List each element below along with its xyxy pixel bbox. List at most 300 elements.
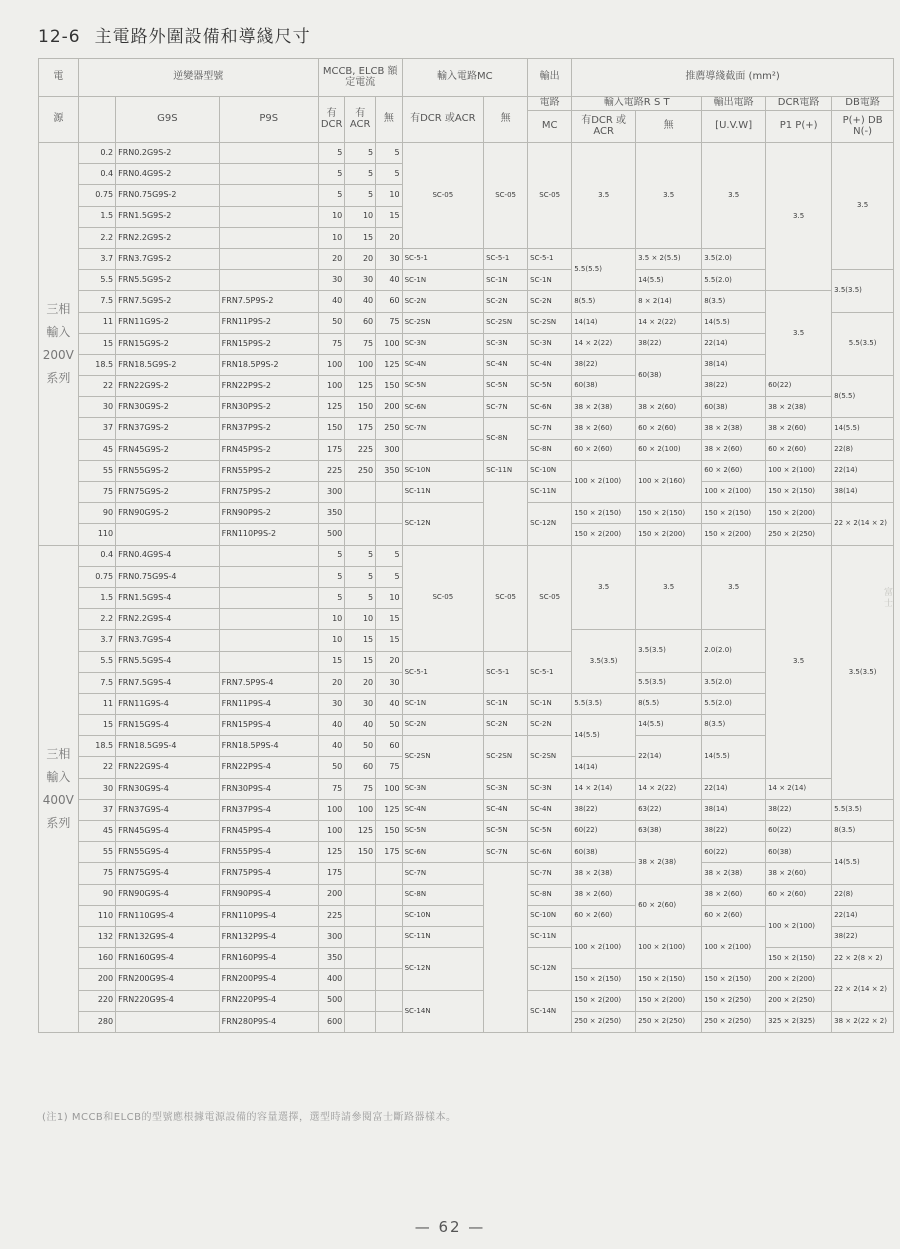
rst-none-wire-cell: 8(5.5) [636, 693, 702, 714]
input-mc-cell: SC-05 [402, 143, 484, 249]
mccb-none-cell: 175 [376, 842, 402, 863]
mccb-acr-cell: 150 [345, 397, 376, 418]
mccb-dcr-cell: 5 [318, 545, 344, 566]
input-mc-none-cell: SC-11N [484, 460, 528, 481]
g9s-model-cell [116, 524, 220, 545]
series-200-body [39, 143, 894, 546]
mc-dcr-header: 有DCR 或ACR [402, 97, 484, 143]
capacity-cell: 1.5 [78, 587, 115, 608]
dcr-wire-cell: 60(38) [766, 842, 832, 863]
input-mc-none-cell [484, 482, 528, 546]
input-mc-cell: SC-2SN [402, 312, 484, 333]
series-label: 三相輸入200V系列 [39, 143, 79, 546]
rst-none-wire-cell: 14 × 2(22) [636, 778, 702, 799]
capacity-cell: 200 [78, 969, 115, 990]
input-mc-none-cell: SC-3N [484, 778, 528, 799]
rst-none-wire-cell: 14 × 2(22) [636, 312, 702, 333]
capacity-cell: 90 [78, 503, 115, 524]
mccb-acr-cell [345, 969, 376, 990]
input-mc-none-cell: SC-5N [484, 376, 528, 397]
uvw-wire-cell: 38 × 2(38) [702, 418, 766, 439]
input-mc-none-cell: SC-1N [484, 270, 528, 291]
g9s-model-cell: FRN200G9S-4 [116, 969, 220, 990]
mccb-none-cell: 250 [376, 418, 402, 439]
mccb-dcr-cell: 500 [318, 524, 344, 545]
mccb-none-cell [376, 482, 402, 503]
mccb-dcr-cell: 350 [318, 948, 344, 969]
p9s-model-cell [219, 248, 318, 269]
mccb-none-cell: 350 [376, 460, 402, 481]
mccb-dcr-cell: 75 [318, 778, 344, 799]
mccb-dcr-cell: 225 [318, 460, 344, 481]
rst-wire-cell: 60(22) [572, 821, 636, 842]
rst-wire-cell: 14(5.5) [572, 715, 636, 757]
voltage-header-2: 源 [39, 97, 79, 143]
rst-wire-cell: 38 × 2(38) [572, 397, 636, 418]
p9s-model-cell [219, 609, 318, 630]
mccb-none-cell [376, 884, 402, 905]
p9s-model-cell: FRN7.5P9S-2 [219, 291, 318, 312]
input-mc-cell: SC-6N [402, 842, 484, 863]
p9s-model-cell: FRN55P9S-4 [219, 842, 318, 863]
p9s-model-cell: FRN30P9S-2 [219, 397, 318, 418]
p9s-model-cell [219, 143, 318, 164]
mccb-acr-cell: 250 [345, 460, 376, 481]
input-mc-cell: SC-2N [402, 291, 484, 312]
output-mc-cell: SC-4N [528, 354, 572, 375]
rst-none-wire-cell: 14(5.5) [636, 715, 702, 736]
mccb-header: MCCB, ELCB 額定電流 [318, 59, 402, 97]
input-mc-cell: SC-05 [402, 545, 484, 651]
db-wire-cell: 8(3.5) [832, 821, 894, 842]
input-mc-cell: SC-5N [402, 376, 484, 397]
table-row [39, 736, 894, 757]
input-mc-cell: SC-5-1 [402, 248, 484, 269]
rst-none-wire-cell: 60(38) [636, 354, 702, 396]
p9s-model-cell: FRN90P9S-4 [219, 884, 318, 905]
rst-none-wire-cell: 14(5.5) [636, 270, 702, 291]
mccb-none-cell: 40 [376, 693, 402, 714]
g9s-model-cell: FRN2.2G9S-2 [116, 227, 220, 248]
output-mc-cell: SC-7N [528, 863, 572, 884]
rst-none-wire-cell: 150 × 2(150) [636, 969, 702, 990]
p9s-model-cell: FRN15P9S-4 [219, 715, 318, 736]
p9s-model-cell: FRN22P9S-2 [219, 376, 318, 397]
wire-size-header: 推薦導綫截面 (mm²) [572, 59, 894, 97]
capacity-cell: 1.5 [78, 206, 115, 227]
mccb-none-cell [376, 990, 402, 1011]
input-mc-cell: SC-1N [402, 693, 484, 714]
mccb-dcr-cell: 5 [318, 185, 344, 206]
series-400-body [39, 545, 894, 1032]
mccb-none-cell: 125 [376, 799, 402, 820]
output-mc-cell: SC-2N [528, 291, 572, 312]
mccb-dcr-cell: 150 [318, 418, 344, 439]
g9s-model-cell: FRN75G9S-2 [116, 482, 220, 503]
p9s-model-cell: FRN22P9S-4 [219, 757, 318, 778]
p9s-model-cell [219, 587, 318, 608]
uvw-wire-cell: 150 × 2(150) [702, 969, 766, 990]
db-sub-header: P(+) DB N(-) [832, 111, 894, 143]
capacity-cell: 2.2 [78, 227, 115, 248]
output-mc-cell: SC-12N [528, 948, 572, 990]
mccb-none-cell: 30 [376, 248, 402, 269]
capacity-cell: 15 [78, 715, 115, 736]
mccb-acr-cell: 50 [345, 736, 376, 757]
rst-none-wire-cell: 60 × 2(100) [636, 439, 702, 460]
p9s-model-cell: FRN132P9S-4 [219, 926, 318, 947]
rst-none-wire-cell: 38 × 2(38) [636, 842, 702, 884]
capacity-cell: 7.5 [78, 291, 115, 312]
p9s-model-cell: FRN110P9S-4 [219, 905, 318, 926]
mccb-acr-cell: 5 [345, 185, 376, 206]
db-wire-cell: 14(5.5) [832, 418, 894, 439]
table-row [39, 439, 894, 460]
uvw-wire-cell: 5.5(2.0) [702, 693, 766, 714]
capacity-cell: 55 [78, 842, 115, 863]
input-mc-cell: SC-11N [402, 926, 484, 947]
rst-wire-cell: 38 × 2(38) [572, 863, 636, 884]
g9s-model-cell: FRN7.5G9S-4 [116, 672, 220, 693]
input-mc-cell: SC-11N [402, 482, 484, 503]
input-mc-cell: SC-1N [402, 270, 484, 291]
section-number: 12-6 [38, 27, 81, 47]
dcr-wire-cell: 3.5 [766, 291, 832, 376]
rst-none-wire-cell: 60 × 2(60) [636, 418, 702, 439]
rst-none-wire-cell: 3.5 [636, 545, 702, 630]
rst-none-wire-cell: 63(22) [636, 799, 702, 820]
wire-size-table [38, 58, 894, 1033]
mccb-acr-cell: 225 [345, 439, 376, 460]
dcr-wire-cell: 38(22) [766, 799, 832, 820]
g9s-model-cell: FRN11G9S-4 [116, 693, 220, 714]
table-row [39, 821, 894, 842]
uvw-wire-cell: 150 × 2(150) [702, 503, 766, 524]
uvw-wire-cell: 60 × 2(60) [702, 460, 766, 481]
uvw-wire-cell: 38 × 2(60) [702, 884, 766, 905]
input-mc-none-cell: SC-5-1 [484, 651, 528, 693]
uvw-wire-cell: 5.5(2.0) [702, 270, 766, 291]
uvw-wire-cell: 22(14) [702, 333, 766, 354]
output-mc-cell: SC-4N [528, 799, 572, 820]
rst-none-wire-cell: 63(38) [636, 821, 702, 842]
capacity-cell: 75 [78, 482, 115, 503]
input-mc-none-cell: SC-7N [484, 842, 528, 863]
table-row [39, 693, 894, 714]
output-mc-cell: SC-11N [528, 482, 572, 503]
mccb-acr-cell: 5 [345, 545, 376, 566]
uvw-wire-cell: 38 × 2(38) [702, 863, 766, 884]
output-mc-header: MC [528, 111, 572, 143]
table-row [39, 397, 894, 418]
rst-none-wire-cell: 22(14) [636, 736, 702, 778]
rst-wire-cell: 14(14) [572, 312, 636, 333]
mccb-dcr-cell: 10 [318, 206, 344, 227]
input-mc-none-cell: SC-7N [484, 397, 528, 418]
dcr-wire-cell: 38 × 2(38) [766, 397, 832, 418]
uvw-wire-cell: 150 × 2(200) [702, 524, 766, 545]
mccb-none-cell: 20 [376, 651, 402, 672]
mccb-none-cell: 75 [376, 312, 402, 333]
dcr-wire-cell: 100 × 2(100) [766, 905, 832, 947]
capacity-cell: 132 [78, 926, 115, 947]
g9s-model-cell: FRN45G9S-2 [116, 439, 220, 460]
mccb-acr-cell: 30 [345, 270, 376, 291]
p9s-model-cell: FRN75P9S-2 [219, 482, 318, 503]
input-mc-cell: SC-6N [402, 397, 484, 418]
table-row [39, 376, 894, 397]
output-mc-cell: SC-8N [528, 439, 572, 460]
mccb-dcr-cell: 5 [318, 143, 344, 164]
mccb-none-cell [376, 863, 402, 884]
g9s-model-cell: FRN110G9S-4 [116, 905, 220, 926]
mccb-acr-cell [345, 863, 376, 884]
p9s-model-cell [219, 206, 318, 227]
input-mc-none-cell: SC-2N [484, 715, 528, 736]
rst-none-wire-cell: 8 × 2(14) [636, 291, 702, 312]
p9s-model-cell: FRN18.5P9S-4 [219, 736, 318, 757]
mccb-dcr-cell: 10 [318, 227, 344, 248]
output-mc-cell: SC-05 [528, 143, 572, 249]
output-mc-cell: SC-5N [528, 821, 572, 842]
g9s-model-cell: FRN45G9S-4 [116, 821, 220, 842]
dcr-wire-cell: 150 × 2(200) [766, 503, 832, 524]
mccb-none-cell: 20 [376, 227, 402, 248]
table-row [39, 354, 894, 375]
model-header: 逆變器型號 [78, 59, 318, 97]
input-mc-none-cell: SC-1N [484, 693, 528, 714]
p9s-model-cell: FRN7.5P9S-4 [219, 672, 318, 693]
mccb-acr-cell: 20 [345, 248, 376, 269]
mccb-dcr-cell: 300 [318, 482, 344, 503]
table-row [39, 312, 894, 333]
input-mc-cell: SC-14N [402, 990, 484, 1032]
input-mc-cell: SC-5N [402, 821, 484, 842]
rst-wire-cell: 38 × 2(60) [572, 418, 636, 439]
uvw-wire-cell: 38(22) [702, 376, 766, 397]
mccb-acr-cell: 5 [345, 587, 376, 608]
mccb-dcr-cell: 50 [318, 757, 344, 778]
input-mc-cell: SC-2SN [402, 736, 484, 778]
mccb-none-cell [376, 905, 402, 926]
table-row [39, 248, 894, 269]
p9s-header: P9S [219, 97, 318, 143]
uvw-wire-cell: 100 × 2(100) [702, 482, 766, 503]
uvw-wire-cell: 8(3.5) [702, 715, 766, 736]
capacity-cell: 0.75 [78, 566, 115, 587]
table-row [39, 270, 894, 291]
dcr-wire-cell: 150 × 2(150) [766, 948, 832, 969]
mccb-none-cell: 75 [376, 757, 402, 778]
db-wire-cell: 22(14) [832, 905, 894, 926]
output-mc-cell: SC-12N [528, 503, 572, 545]
p9s-model-cell: FRN280P9S-4 [219, 1011, 318, 1032]
mccb-none-cell: 15 [376, 609, 402, 630]
mccb-dcr-cell: 400 [318, 969, 344, 990]
capacity-cell: 160 [78, 948, 115, 969]
rst-none-wire-cell: 100 × 2(100) [636, 926, 702, 968]
p9s-model-cell: FRN75P9S-4 [219, 863, 318, 884]
input-mc-none-cell: SC-4N [484, 799, 528, 820]
mccb-none-cell: 50 [376, 715, 402, 736]
g9s-model-cell: FRN3.7G9S-4 [116, 630, 220, 651]
uvw-wire-cell: 60 × 2(60) [702, 905, 766, 926]
rst-none-wire-cell: 3.5 [636, 143, 702, 249]
table-row [39, 990, 894, 1011]
capacity-cell: 0.2 [78, 143, 115, 164]
dcr-wire-cell: 3.5 [766, 545, 832, 778]
output-mc-cell: SC-3N [528, 333, 572, 354]
mccb-dcr-cell: 175 [318, 863, 344, 884]
capacity-cell: 45 [78, 821, 115, 842]
output-mc-cell: SC-14N [528, 990, 572, 1032]
rst-none-wire-cell: 100 × 2(160) [636, 460, 702, 502]
g9s-model-cell: FRN30G9S-4 [116, 778, 220, 799]
g9s-model-cell: FRN55G9S-2 [116, 460, 220, 481]
mccb-dcr-cell: 100 [318, 376, 344, 397]
dcr-wire-cell: 60 × 2(60) [766, 439, 832, 460]
uvw-wire-cell: 3.5(2.0) [702, 672, 766, 693]
mccb-dcr-cell: 5 [318, 566, 344, 587]
mccb-acr-cell: 15 [345, 651, 376, 672]
rst-wire-cell: 38(22) [572, 799, 636, 820]
g9s-model-cell: FRN220G9S-4 [116, 990, 220, 1011]
uvw-sub-header: [U.V.W] [702, 111, 766, 143]
table-row [39, 418, 894, 439]
rst-wire-cell: 60 × 2(60) [572, 905, 636, 926]
output-mc-cell: SC-6N [528, 842, 572, 863]
dcr-wire-cell: 14 × 2(14) [766, 778, 832, 799]
mccb-acr-cell [345, 926, 376, 947]
g9s-model-cell: FRN37G9S-4 [116, 799, 220, 820]
dcr-wire-cell: 38 × 2(60) [766, 418, 832, 439]
side-mark: 富士 [884, 588, 894, 609]
rst-wire-cell: 100 × 2(100) [572, 460, 636, 502]
g9s-model-cell: FRN7.5G9S-2 [116, 291, 220, 312]
rst-dcr-header: 有DCR 或ACR [572, 111, 636, 143]
mccb-acr-cell: 5 [345, 143, 376, 164]
rst-none-wire-cell: 60 × 2(60) [636, 884, 702, 926]
g9s-model-cell: FRN37G9S-2 [116, 418, 220, 439]
mccb-none-cell: 5 [376, 566, 402, 587]
input-mc-none-cell: SC-5N [484, 821, 528, 842]
p9s-model-cell: FRN37P9S-4 [219, 799, 318, 820]
input-mc-cell: SC-12N [402, 503, 484, 545]
mccb-acr-cell: 10 [345, 609, 376, 630]
p9s-model-cell: FRN30P9S-4 [219, 778, 318, 799]
capacity-cell: 110 [78, 905, 115, 926]
p9s-model-cell: FRN11P9S-2 [219, 312, 318, 333]
rst-wire-cell: 150 × 2(200) [572, 524, 636, 545]
mccb-acr-cell: 60 [345, 757, 376, 778]
capacity-cell: 90 [78, 884, 115, 905]
capacity-cell: 30 [78, 778, 115, 799]
mccb-acr-cell [345, 990, 376, 1011]
input-rst-header: 輸入電路R S T [572, 97, 702, 111]
g9s-model-cell: FRN75G9S-4 [116, 863, 220, 884]
output-circuit-header: 電路 [528, 97, 572, 111]
mccb-acr-cell: 20 [345, 672, 376, 693]
dcr-wire-cell: 38 × 2(60) [766, 863, 832, 884]
capacity-cell: 37 [78, 799, 115, 820]
mccb-none-cell [376, 524, 402, 545]
mccb-none-cell: 30 [376, 672, 402, 693]
input-mc-cell: SC-4N [402, 354, 484, 375]
dcr-wire-cell: 250 × 2(250) [766, 524, 832, 545]
rst-none-wire-cell: 5.5(3.5) [636, 672, 702, 693]
capacity-cell: 22 [78, 376, 115, 397]
g9s-model-cell: FRN11G9S-2 [116, 312, 220, 333]
rst-none-wire-cell: 150 × 2(200) [636, 524, 702, 545]
table-row [39, 333, 894, 354]
mccb-dcr-cell: 20 [318, 248, 344, 269]
input-mc-cell: SC-7N [402, 418, 484, 439]
mccb-dcr-cell: 30 [318, 270, 344, 291]
table-row [39, 143, 894, 164]
table-row [39, 948, 894, 969]
mccb-acr-cell: 5 [345, 566, 376, 587]
db-wire-cell: 22 × 2(14 × 2) [832, 503, 894, 545]
mccb-acr-cell [345, 1011, 376, 1032]
g9s-model-cell: FRN0.75G9S-4 [116, 566, 220, 587]
g9s-model-cell: FRN90G9S-2 [116, 503, 220, 524]
output-mc-cell: SC-5-1 [528, 651, 572, 693]
dcr-wire-cell: 200 × 2(250) [766, 990, 832, 1011]
g9s-model-cell: FRN0.4G9S-2 [116, 164, 220, 185]
db-wire-cell: 5.5(3.5) [832, 799, 894, 820]
input-mc-cell: SC-12N [402, 948, 484, 990]
db-wire-cell: 22(8) [832, 439, 894, 460]
page-number: — 62 — [414, 1218, 486, 1236]
g9s-model-cell: FRN5.5G9S-2 [116, 270, 220, 291]
mccb-acr-cell: 125 [345, 821, 376, 842]
rst-none-wire-cell: 150 × 2(150) [636, 503, 702, 524]
rst-wire-cell: 3.5(3.5) [572, 630, 636, 694]
capacity-cell: 37 [78, 418, 115, 439]
g9s-model-cell: FRN30G9S-2 [116, 397, 220, 418]
mccb-none-cell: 10 [376, 185, 402, 206]
capacity-cell: 2.2 [78, 609, 115, 630]
uvw-wire-cell: 250 × 2(250) [702, 1011, 766, 1032]
g9s-model-cell: FRN0.75G9S-2 [116, 185, 220, 206]
input-mc-cell: SC-2N [402, 715, 484, 736]
rst-none-wire-cell: 150 × 2(200) [636, 990, 702, 1011]
output-mc-cell: SC-5-1 [528, 248, 572, 269]
p9s-model-cell [219, 651, 318, 672]
mccb-acr-cell [345, 503, 376, 524]
table-row [39, 460, 894, 481]
p9s-model-cell: FRN160P9S-4 [219, 948, 318, 969]
capacity-cell: 22 [78, 757, 115, 778]
db-wire-cell: 8(5.5) [832, 376, 894, 418]
table-row [39, 715, 894, 736]
mccb-none-cell [376, 969, 402, 990]
table-row [39, 905, 894, 926]
dcr-sub-header: P1 P(+) [766, 111, 832, 143]
dcr-wire-cell: 200 × 2(200) [766, 969, 832, 990]
mccb-none-cell: 5 [376, 143, 402, 164]
mccb-dcr-cell: 600 [318, 1011, 344, 1032]
mccb-dcr-cell: 100 [318, 821, 344, 842]
mccb-none-cell: 150 [376, 821, 402, 842]
g9s-model-cell: FRN55G9S-4 [116, 842, 220, 863]
output-mc-cell: SC-05 [528, 545, 572, 651]
p9s-model-cell [219, 270, 318, 291]
g9s-model-cell: FRN3.7G9S-2 [116, 248, 220, 269]
mccb-dcr-header: 有 DCR [318, 97, 344, 143]
input-mc-cell: SC-7N [402, 863, 484, 884]
output-mc-cell: SC-2SN [528, 736, 572, 778]
